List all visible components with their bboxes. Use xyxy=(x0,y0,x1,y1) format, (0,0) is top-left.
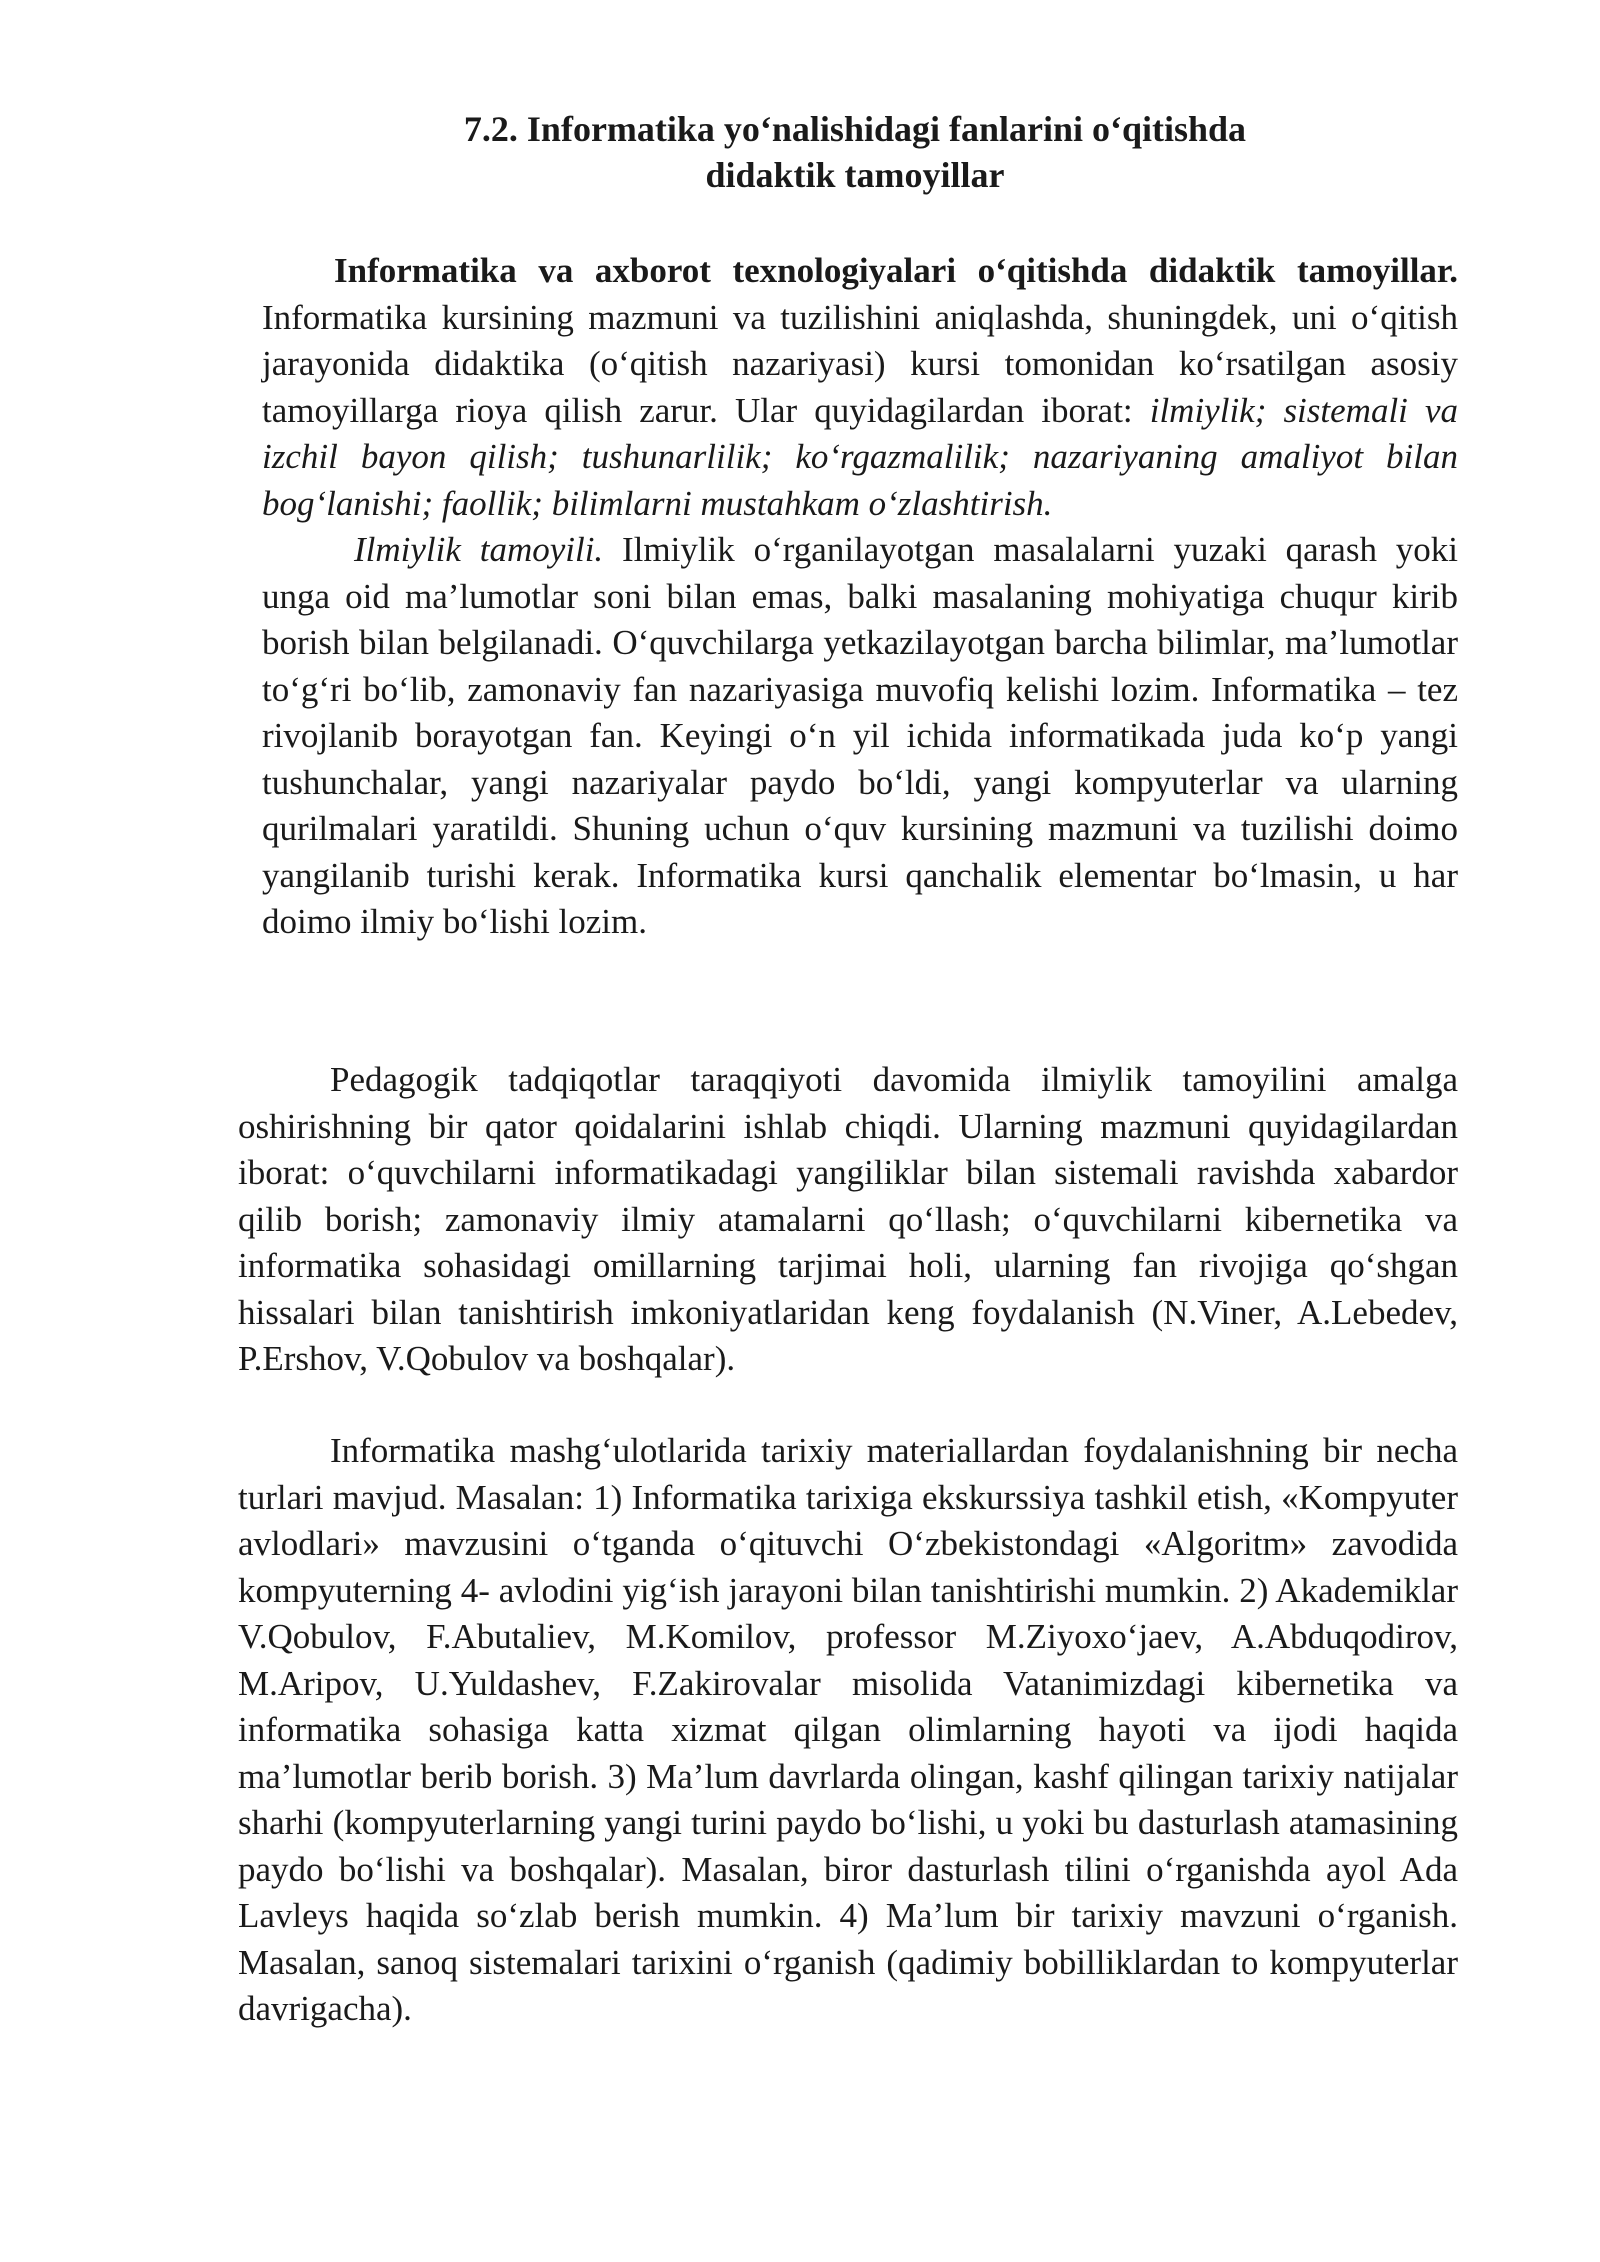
heading-line-2: didaktik tamoyillar xyxy=(705,155,1005,195)
paragraph-lead-bold: Informatika va axborot texnologiyalari o‘qitishda didaktik tamoyillar. xyxy=(334,251,1458,290)
paragraph-lead-italic: Ilmiylik tamoyili. xyxy=(354,530,604,569)
paragraph-pedagogical-research: Pedagogik tadqiqotlar taraqqiyoti davomida ilmiylik tamoyilini amalga oshirishning bir qator qoidalarini ishlab chiqdi. Ularning mazmuni quyidagilardan iborat: o‘quvchilarni informatikadagi yangiliklar bilan sistemali ravishda xabardor qilib borish; zamonaviy ilmiy atamalarni qo‘llash; o‘quvchilarni kibernetika va informatika sohasidagi omillarning tarjimai holi, ularning fan rivojiga qo‘shgan hissalari bilan tanishtirish imkoniyatlaridan keng foydalanish (N.Viner, A.Lebedev, P.Ershov, V.Qobulov va boshqalar). xyxy=(238,1060,1458,1378)
paragraph-didactic-principles xyxy=(262,248,1458,527)
heading-line-1: 7.2. Informatika yo‘nalishidagi fanlarini o‘qitishda xyxy=(463,109,1247,149)
text-block xyxy=(238,1057,1458,1383)
indented-text-block xyxy=(262,248,1458,946)
paragraph-text: Informatika kursining mazmuni va tuzilishini aniqlashda, shuningdek, uni o‘qitish jarayonida didaktika (o‘qitish nazariyasi) kursi tomonidan ko‘rsatilgan asosiy tamoyillarga rioya qilish zarur. Ular quyidagilardan iborat: xyxy=(262,297,1458,430)
section-heading xyxy=(240,106,1470,198)
principles-list-italic: ilmiylik; sistemali va izchil bayon qilish; tushunarlilik; ko‘rgazmalilik; nazariyaning amaliyot bilan bog‘lanishi; faollik; bilimlarni mustahkam o‘zlashtirish. xyxy=(262,390,1459,523)
paragraph-scientific-principle xyxy=(262,527,1458,946)
text-block xyxy=(238,1428,1458,2033)
paragraph-text: Ilmiylik o‘rganilayotgan masalalarni yuzaki qarash yoki unga oid ma’lumotlar soni bilan emas, balki masalaning mohiyatiga chuqur kirib borish bilan belgilanadi. O‘quvchilarga yetkazilayotgan barcha bilimlar, ma’lumotlar to‘g‘ri bo‘lib, zamonaviy fan nazariyasiga muvofiq kelishi lozim. Informatika – tez rivojlanib borayotgan fan. Keyingi o‘n yil ichida informatikada juda ko‘p yangi tushunchalar, yangi nazariyalar paydo bo‘ldi, yangi kompyuterlar va ularning qurilmalari yaratildi. Shuning uchun o‘quv kursining mazmuni va tuzilishi doimo yangilanib turishi kerak. Informatika kursi qanchalik elementar bo‘lmasin, u har doimo ilmiy bo‘lishi lozim. xyxy=(262,530,1459,941)
paragraph-historical-materials: Informatika mashg‘ulotlarida tarixiy materiallardan foydalanishning bir necha turlari mavjud. Masalan: 1) Informatika tarixiga ekskurssiya tashkil etish, «Kompyuter avlodlari» mavzusini o‘tganda o‘qituvchi O‘zbekistondagi «Algoritm» zavodida kompyuterning 4- avlodini yig‘ish jarayoni bilan tanishtirishi mumkin. 2) Akademiklar V.Qobulov, F.Abutaliev, M.Komilov, professor M.Ziyoxo‘jaev, A.Abduqodirov, M.Aripov, U.Yuldashev, F.Zakirovalar misolida Vatanimizdagi kibernetika va informatika sohasiga katta xizmat qilgan olimlarning hayoti va ijodi haqida ma’lumotlar berib borish. 3) Ma’lum davrlarda olingan, kashf qilingan tarixiy natijalar sharhi (kompyuterlarning yangi turini paydo bo‘lishi, u yoki bu dasturlash atamasining paydo bo‘lishi va boshqalar). Masalan, biror dasturlash tilini o‘rganishda ayol Ada Lavleys haqida so‘zlab berish mumkin. 4) Ma’lum bir tarixiy mavzuni o‘rganish. Masalan, sanoq sistemalari tarixini o‘rganish (qadimiy bobilliklardan to kompyuterlar davrigacha). xyxy=(238,1431,1458,2028)
